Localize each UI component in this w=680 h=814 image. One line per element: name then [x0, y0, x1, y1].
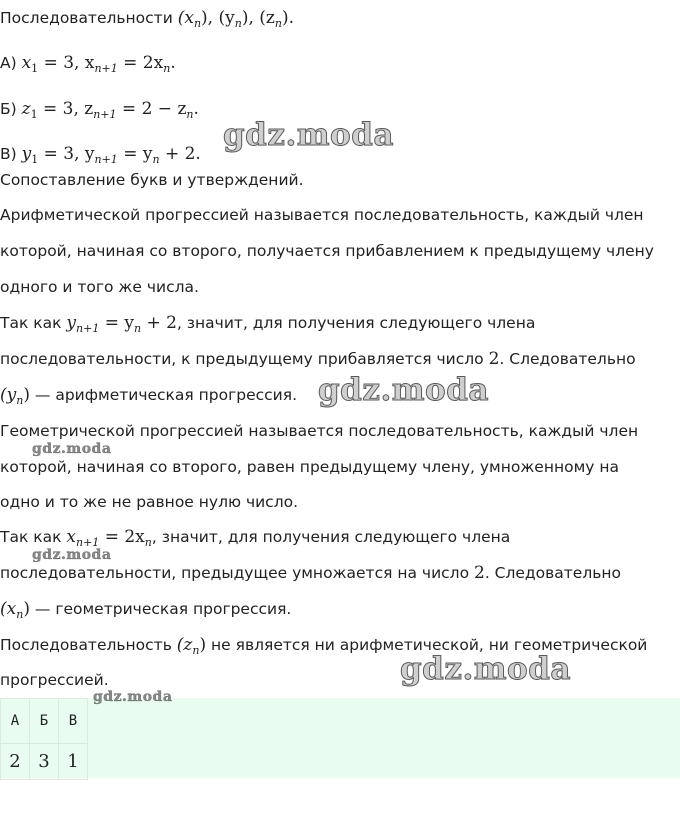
watermark: gdz.moda	[400, 651, 571, 687]
matching-heading: Сопоставление букв и утверждений.	[0, 171, 304, 189]
watermark: gdz.moda	[93, 689, 173, 705]
arith-definition-line-3: одного и того же числа.	[0, 278, 199, 296]
geom-conclusion: $(x_n)$ — геометрическая прогрессия.	[0, 599, 292, 621]
watermark: gdz.moda	[318, 372, 489, 408]
intro-line: Последовательности $(x_n)$, $(y_n)$, $(z_n)$.	[0, 8, 294, 30]
answer-value-a: 2	[1, 744, 30, 780]
answer-value-v: 1	[59, 744, 88, 780]
arith-definition-line-1: Арифметической прогрессией называется последовательность, каждый член	[0, 206, 644, 224]
geom-reason-line-1: Так как $x_{n+1} = 2x_n$, значит, для получения следующего члена	[0, 527, 511, 549]
arith-definition-line-2: которой, начиная со второго, получается прибавлением к предыдущему члену	[0, 242, 654, 260]
sequence-v: В) $y_1 = 3$, $y_{n+1} = y_n + 2$.	[0, 144, 201, 166]
sequence-a: А) $x_1 = 3$, $x_{n+1} = 2x_n$.	[0, 53, 176, 75]
answer-value-row	[1, 744, 88, 780]
geom-reason-line-2: последовательности, предыдущее умножается на число 2. Следовательно	[0, 563, 621, 583]
watermark: gdz.moda	[32, 441, 112, 457]
answer-panel	[0, 698, 680, 778]
geom-definition-line-1: Геометрической прогрессией называется последовательность, каждый член	[0, 422, 639, 440]
answer-header-row	[1, 699, 88, 744]
geom-definition-line-2: которой, начиная со второго, равен предыдущему члену, умноженному на	[0, 458, 620, 476]
neither-line-2: прогрессией.	[0, 671, 109, 689]
arith-conclusion: $(y_n)$ — арифметическая прогрессия.	[0, 385, 298, 407]
answer-header-a: А	[1, 699, 30, 744]
watermark: gdz.moda	[32, 547, 112, 563]
answer-table	[0, 698, 88, 780]
answer-value-b: 3	[30, 744, 59, 780]
sequence-b: Б) $z_1 = 3$, $z_{n+1} = 2 - z_n$.	[0, 99, 199, 121]
watermark: gdz.moda	[223, 117, 394, 153]
arith-reason-line-2: последовательности, к предыдущему прибавляется число 2. Следовательно	[0, 349, 636, 369]
neither-line-1: Последовательность $(z_n)$ не является ни арифметической, ни геометрической	[0, 635, 648, 657]
geom-definition-line-3: одно и то же не равное нулю число.	[0, 493, 299, 511]
answer-header-v: В	[59, 699, 88, 744]
answer-header-b: Б	[30, 699, 59, 744]
arith-reason-line-1: Так как $y_{n+1} = y_n + 2$, значит, для получения следующего члена	[0, 313, 536, 335]
